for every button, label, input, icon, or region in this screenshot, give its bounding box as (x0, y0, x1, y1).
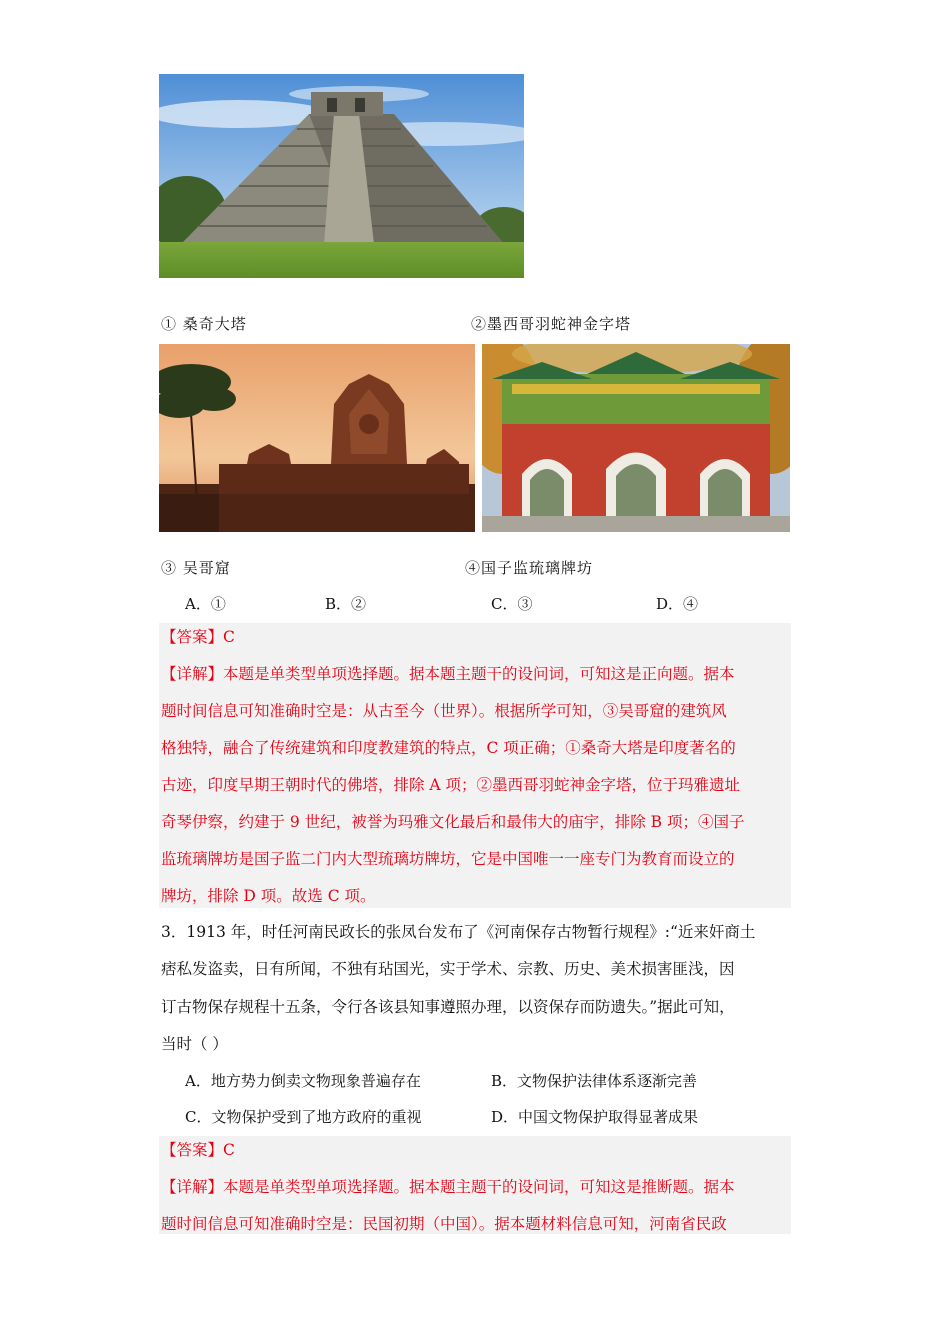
q2-detail-line-4: 古迹，印度早期王朝时代的佛塔，排除 A 项；②墨西哥羽蛇神金字塔，位于玛雅遗址 (161, 776, 741, 794)
q2-option-c[interactable]: C．③ (491, 595, 533, 613)
q3-answer-label: 【答案】 (161, 1141, 224, 1159)
archway-image (482, 344, 790, 532)
q2-detail-line-2: 题时间信息可知准确时空是：从古至今（世界）。根据所学可知，③吴哥窟的建筑风 (161, 702, 727, 720)
q2-detail-line-3: 格独特，融合了传统建筑和印度教建筑的特点，C 项正确；①桑奇大塔是印度著名的 (161, 739, 736, 757)
caption-sanchi: ① 桑奇大塔 (161, 315, 247, 333)
q2-detail-line-1 (161, 664, 735, 684)
q3-option-c[interactable]: C．文物保护受到了地方政府的重视 (185, 1108, 422, 1126)
q3-detail-line-2: 题时间信息可知准确时空是：民国初期（中国）。据本题材料信息可知，河南省民政 (161, 1215, 727, 1233)
q2-detail-line-7: 牌坊，排除 D 项。故选 C 项。 (161, 887, 376, 905)
q3-option-b[interactable]: B．文物保护法律体系逐渐完善 (491, 1072, 698, 1090)
q3-stem-line-1: 3．1913 年，时任河南民政长的张凤台发布了《河南保存古物暂行规程》:“近来奸商土 (161, 923, 756, 941)
q2-answer-value: C (223, 628, 235, 646)
q2-option-a[interactable]: A．① (185, 595, 226, 613)
caption-archway: ④国子监琉璃牌坊 (465, 559, 594, 577)
q3-option-a[interactable]: A．地方势力倒卖文物现象普遍存在 (185, 1072, 421, 1090)
caption-angkor: ③ 吴哥窟 (161, 559, 231, 577)
q2-answer-label: 【答案】 (161, 628, 224, 646)
q2-detail-line-6: 监琉璃牌坊是国子监二门内大型琉璃坊牌坊，它是中国唯一一座专门为教育而设立的 (161, 850, 735, 868)
q2-detail-label: 【详解】 (161, 665, 224, 683)
caption-pyramid: ②墨西哥羽蛇神金字塔 (471, 315, 632, 333)
q3-stem-line-2: 痞私发盗卖，日有所闻，不独有玷国光，实于学术、宗教、历史、美术损害匪浅，因 (161, 960, 735, 978)
q3-detail-label: 【详解】 (161, 1178, 224, 1196)
pyramid-image (159, 74, 524, 278)
q3-option-d[interactable]: D．中国文物保护取得显著成果 (491, 1108, 699, 1126)
q3-detail-line-1 (161, 1177, 735, 1197)
q3-detail-text-1: 本题是单类型单项选择题。据本题主题干的设问词，可知这是推断题。据本 (223, 1178, 735, 1196)
q2-detail-line-5: 奇琴伊察，约建于 9 世纪，被誉为玛雅文化最后和最伟大的庙宇，排除 B 项；④国子 (161, 813, 745, 831)
q3-answer (161, 1140, 235, 1160)
q3-stem-line-3: 订古物保存规程十五条，令行各该县知事遵照办理，以资保存而防遗失。”据此可知， (161, 998, 735, 1016)
q2-detail-text-1: 本题是单类型单项选择题。据本题主题干的设问词，可知这是正向题。据本 (223, 665, 735, 683)
angkor-image (159, 344, 475, 532)
q2-option-b[interactable]: B．② (325, 595, 367, 613)
q2-option-d[interactable]: D．④ (656, 595, 699, 613)
q3-answer-value: C (223, 1141, 235, 1159)
q3-stem-line-4: 当时（ ） (161, 1035, 228, 1053)
q2-answer (161, 627, 235, 647)
